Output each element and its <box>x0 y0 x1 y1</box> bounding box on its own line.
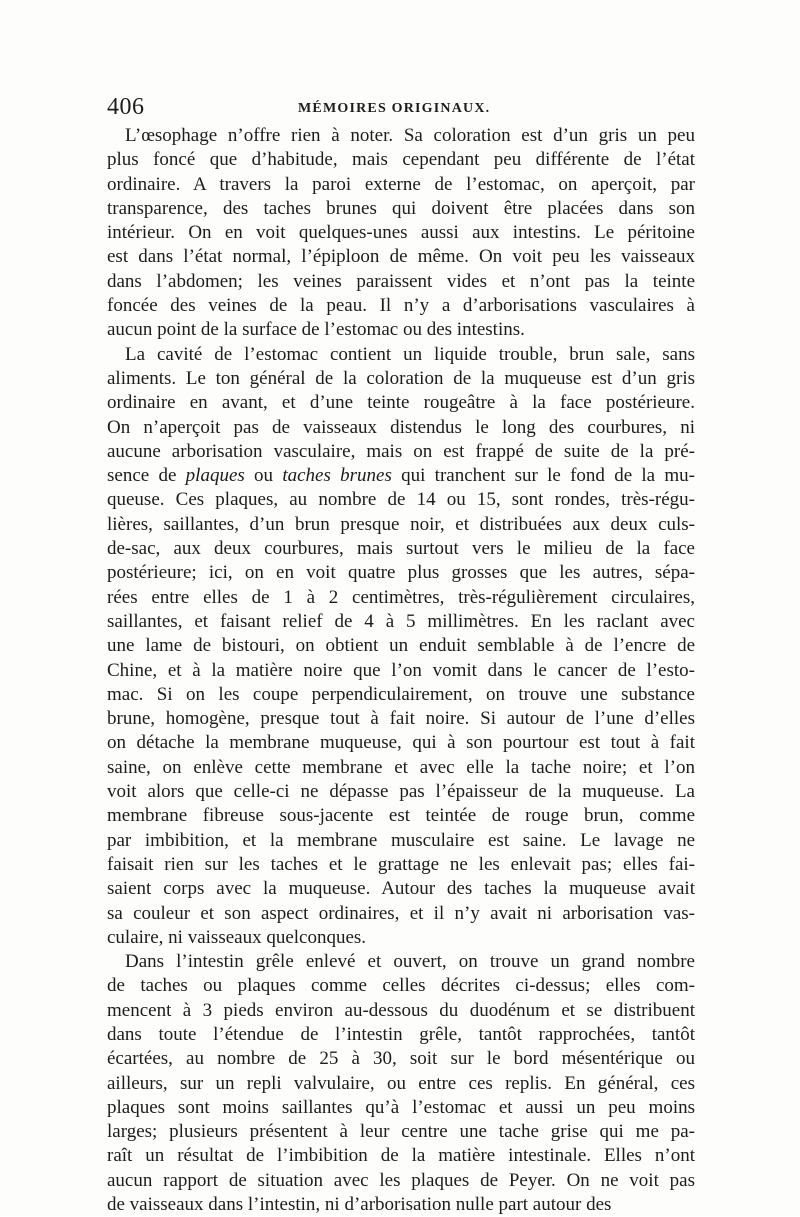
text-segment: voit alors que celle-ci ne dépasse pas l’épaisseur de la muqueuse. La <box>107 781 695 803</box>
text-segment: membrane fibreuse sous-jacente est teintée de rouge brun, comme <box>107 805 695 827</box>
text-line <box>107 416 695 440</box>
page-number: 406 <box>107 94 145 120</box>
paragraph <box>107 343 695 950</box>
running-head: MÉMOIRES ORIGINAUX. <box>298 101 491 116</box>
text-segment: de vaisseaux dans l’intestin, ni d’arborisation nulle part autour des <box>107 1194 612 1216</box>
text-segment: aliments. Le ton général de la coloration de la muqueuse est d’un gris <box>107 367 695 389</box>
text-segment: plaques sont moins saillantes qu’à l’estomac et aussi un peu moins <box>107 1096 695 1118</box>
text-line <box>107 197 695 221</box>
text-segment: L’œsophage n’offre rien à noter. Sa coloration est d’un gris un peu <box>125 125 695 146</box>
text-segment: ordinaire en avant, et d’une teinte rougeâtre à la face postérieure. <box>107 392 695 414</box>
text-segment: mencent à 3 pieds environ au-dessous du duodénum et se distribuent <box>107 999 695 1021</box>
text-line <box>107 221 695 245</box>
text-segment: ou <box>244 465 283 487</box>
text-line <box>107 245 695 269</box>
text-line <box>107 270 695 294</box>
text-segment: sa couleur et son aspect ordinaires, et il n’y avait ni arborisation vas- <box>107 902 695 924</box>
text-segment: culaire, ni vaisseaux quelconques. <box>107 926 367 948</box>
text-segment: aucune arborisation vasculaire, mais on est frappé de suite de la pré- <box>107 440 695 462</box>
text-line <box>107 343 695 367</box>
text-segment: de-sac, aux deux courbures, mais surtout vers le milieu de la face <box>107 538 695 560</box>
text-line <box>107 659 695 683</box>
text-segment: rées entre elles de 1 à 2 centimètres, très-régulièrement circulaires, <box>107 586 695 608</box>
text-segment: saine, on enlève cette membrane et avec elle la tache noire; et l’on <box>107 756 695 778</box>
text-line <box>107 999 695 1023</box>
text-segment: intérieur. On en voit quelques-unes aussi aux intestins. Le péritoine <box>107 222 695 244</box>
text-segment: lières, saillantes, d’un brun presque noir, et distribuées aux deux culs- <box>107 513 695 535</box>
text-segment: mac. Si on les coupe perpendiculairement, on trouve une substance <box>107 683 695 705</box>
text-segment: qui tranchent sur le fond de la mu- <box>391 465 695 487</box>
text-line <box>107 829 695 853</box>
text-line <box>107 488 695 512</box>
text-line <box>107 464 695 488</box>
italic-text: plaques <box>185 465 245 487</box>
text-segment: écartées, au nombre de 25 à 30, soit sur le bord mésentérique ou <box>107 1048 695 1070</box>
paragraph <box>107 124 695 343</box>
text-segment: par imbibition, et la membrane musculaire est saine. Le lavage ne <box>107 829 695 851</box>
text-line <box>107 124 695 148</box>
text-line <box>107 756 695 780</box>
text-line <box>107 634 695 658</box>
text-line <box>107 1096 695 1120</box>
text-line <box>107 877 695 901</box>
text-segment: de taches ou plaques comme celles décrites ci-dessus; elles com- <box>107 975 695 997</box>
text-line <box>107 440 695 464</box>
text-line <box>107 294 695 318</box>
text-segment: foncée des veines de la peau. Il n’y a d’arborisations vasculaires à <box>107 295 695 317</box>
text-segment: raît un résultat de l’imbibition de la matière intestinale. Elles n’ont <box>107 1145 695 1167</box>
text-segment: La cavité de l’estomac contient un liquide trouble, brun sale, sans <box>125 343 695 365</box>
text-line <box>107 902 695 926</box>
text-line <box>107 1144 695 1168</box>
text-line <box>107 926 695 950</box>
paragraph <box>107 950 695 1217</box>
text-segment: plus foncé que d’habitude, mais cependant peu différente de l’état <box>107 149 695 171</box>
text-line <box>107 1120 695 1144</box>
text-line <box>107 1169 695 1193</box>
text-line <box>107 561 695 585</box>
text-segment: on détache la membrane muqueuse, qui à son pourtour est tout à fait <box>107 732 695 754</box>
text-segment: larges; plusieurs présentent à leur centre une tache grise qui me pa- <box>107 1121 695 1143</box>
text-segment: dans l’abdomen; les veines paraissent vides et n’ont pas la teinte <box>107 270 695 292</box>
text-line <box>107 853 695 877</box>
text-segment: On n’aperçoit pas de vaisseaux distendus le long des courbures, ni <box>107 416 695 438</box>
text-line <box>107 367 695 391</box>
text-segment: queuse. Ces plaques, au nombre de 14 ou 15, sont rondes, très-régu- <box>107 489 695 511</box>
text-segment: faisait rien sur les taches et le grattage ne les enlevait pas; elles fai- <box>107 853 695 875</box>
italic-text: taches brunes <box>282 465 392 487</box>
text-line <box>107 707 695 731</box>
text-line <box>107 610 695 634</box>
text-segment: Dans l’intestin grêle enlevé et ouvert, on trouve un grand nombre <box>125 951 695 973</box>
text-line <box>107 1193 695 1217</box>
text-line <box>107 950 695 974</box>
text-line <box>107 780 695 804</box>
text-segment: brune, homogène, presque tout à fait noire. Si autour de l’une d’elles <box>107 708 695 730</box>
text-line <box>107 173 695 197</box>
text-segment: transparence, des taches brunes qui doivent être placées dans son <box>107 197 695 219</box>
text-line <box>107 537 695 561</box>
body-text <box>107 124 695 1217</box>
text-segment: Chine, et à la matière noire que l’on vomit dans le cancer de l’esto- <box>107 659 695 681</box>
text-segment: aucun point de la surface de l’estomac ou des intestins. <box>107 319 525 341</box>
text-line <box>107 513 695 537</box>
text-segment: sence de <box>107 465 186 487</box>
text-line <box>107 1023 695 1047</box>
text-segment: ordinaire. A travers la paroi externe de l’estomac, on aperçoit, par <box>107 173 695 195</box>
text-segment: aucun rapport de situation avec les plaques de Peyer. On ne voit pas <box>107 1169 695 1191</box>
text-line <box>107 804 695 828</box>
text-segment: ailleurs, sur un repli valvulaire, ou entre ces replis. En général, ces <box>107 1072 695 1094</box>
text-segment: saient corps avec la muqueuse. Autour des taches la muqueuse avait <box>107 878 695 900</box>
text-segment: saillantes, et faisant relief de 4 à 5 millimètres. En les raclant avec <box>107 610 695 632</box>
text-line <box>107 148 695 172</box>
text-line <box>107 391 695 415</box>
text-line <box>107 586 695 610</box>
text-segment: dans toute l’étendue de l’intestin grêle, tantôt rapprochées, tantôt <box>107 1023 695 1045</box>
text-line <box>107 731 695 755</box>
text-line <box>107 1072 695 1096</box>
text-line <box>107 974 695 998</box>
text-line <box>107 1047 695 1071</box>
text-segment: postérieure; ici, on en voit quatre plus grosses que les autres, sépa- <box>107 562 695 584</box>
text-line <box>107 318 695 342</box>
text-line <box>107 683 695 707</box>
text-segment: est dans l’état normal, l’épiploon de même. On voit peu les vaisseaux <box>107 246 695 268</box>
text-segment: une lame de bistouri, on obtient un enduit semblable à de l’encre de <box>107 635 695 657</box>
